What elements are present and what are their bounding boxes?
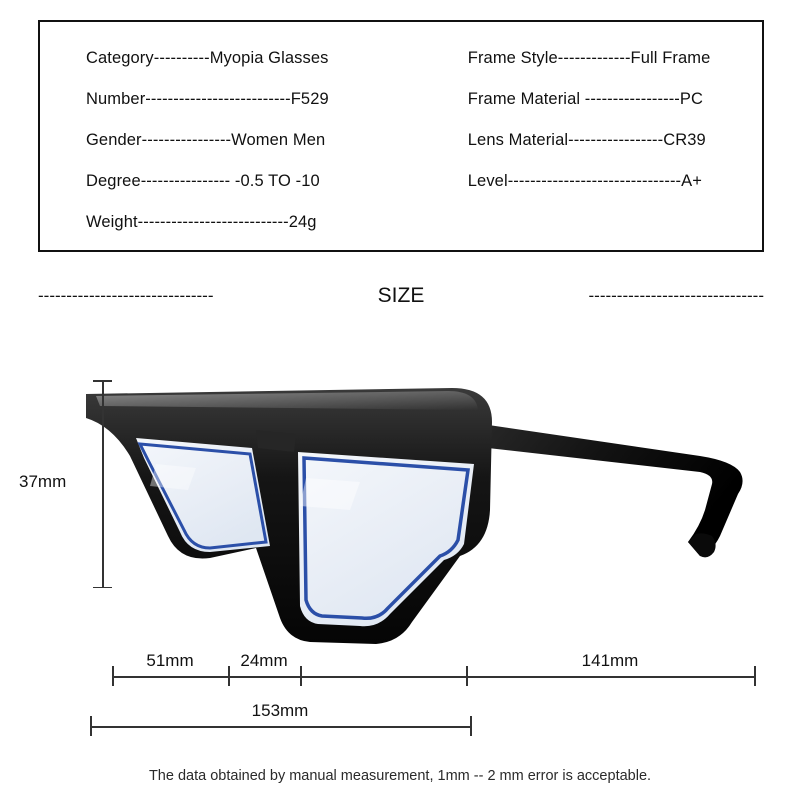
divider-dashes-left: ------------------------------- [38, 287, 214, 305]
tick-bridge-end [300, 666, 302, 686]
size-heading: SIZE [377, 284, 425, 307]
upper-measure-line [112, 676, 754, 678]
spec-row-frame-material: Frame Material -----------------PC [467, 90, 704, 108]
height-label: 37mm [19, 472, 67, 491]
spec-row-frame-style: Frame Style-------------Full Frame [467, 49, 711, 67]
width-measurements [0, 640, 800, 740]
lens-glare [300, 478, 360, 510]
right-lens [298, 452, 474, 626]
size-section-divider [38, 282, 764, 310]
total-measure-line [90, 726, 470, 728]
tick-total-end [470, 716, 472, 736]
height-measure-line [102, 380, 104, 588]
height-cap-bottom [93, 587, 112, 589]
total-width-label: 153mm [251, 701, 309, 720]
height-measurement [19, 380, 115, 588]
spec-row-weight: Weight---------------------------24g [86, 213, 317, 231]
lens-glare-secondary [150, 464, 196, 490]
spec-row-category: Category----------Myopia Glasses [86, 49, 329, 67]
eyeglasses-illustration [60, 360, 760, 660]
spec-row-lens-material: Lens Material-----------------CR39 [467, 131, 706, 149]
spec-row-number: Number--------------------------F529 [86, 90, 329, 108]
spec-column-left [40, 48, 458, 250]
spec-row-level: Level-------------------------------A+ [467, 172, 702, 190]
height-cap-top [93, 380, 112, 382]
product-image-area [0, 330, 800, 660]
divider-dashes-right: ------------------------------- [588, 287, 764, 305]
spec-column-right [458, 48, 762, 250]
spec-row-degree: Degree---------------- -0.5 TO -10 [86, 172, 320, 190]
spec-row-gender: Gender----------------Women Men [86, 131, 326, 149]
specification-table [38, 20, 764, 252]
temple-length-label: 141mm [581, 651, 639, 670]
measurement-footnote: The data obtained by manual measurement, 1mm -- 2 mm error is acceptable. [148, 768, 652, 784]
bridge-width-label: 24mm [240, 651, 288, 670]
spec-columns [40, 22, 762, 250]
tick-temple-end [754, 666, 756, 686]
lens-width-label: 51mm [146, 651, 194, 670]
